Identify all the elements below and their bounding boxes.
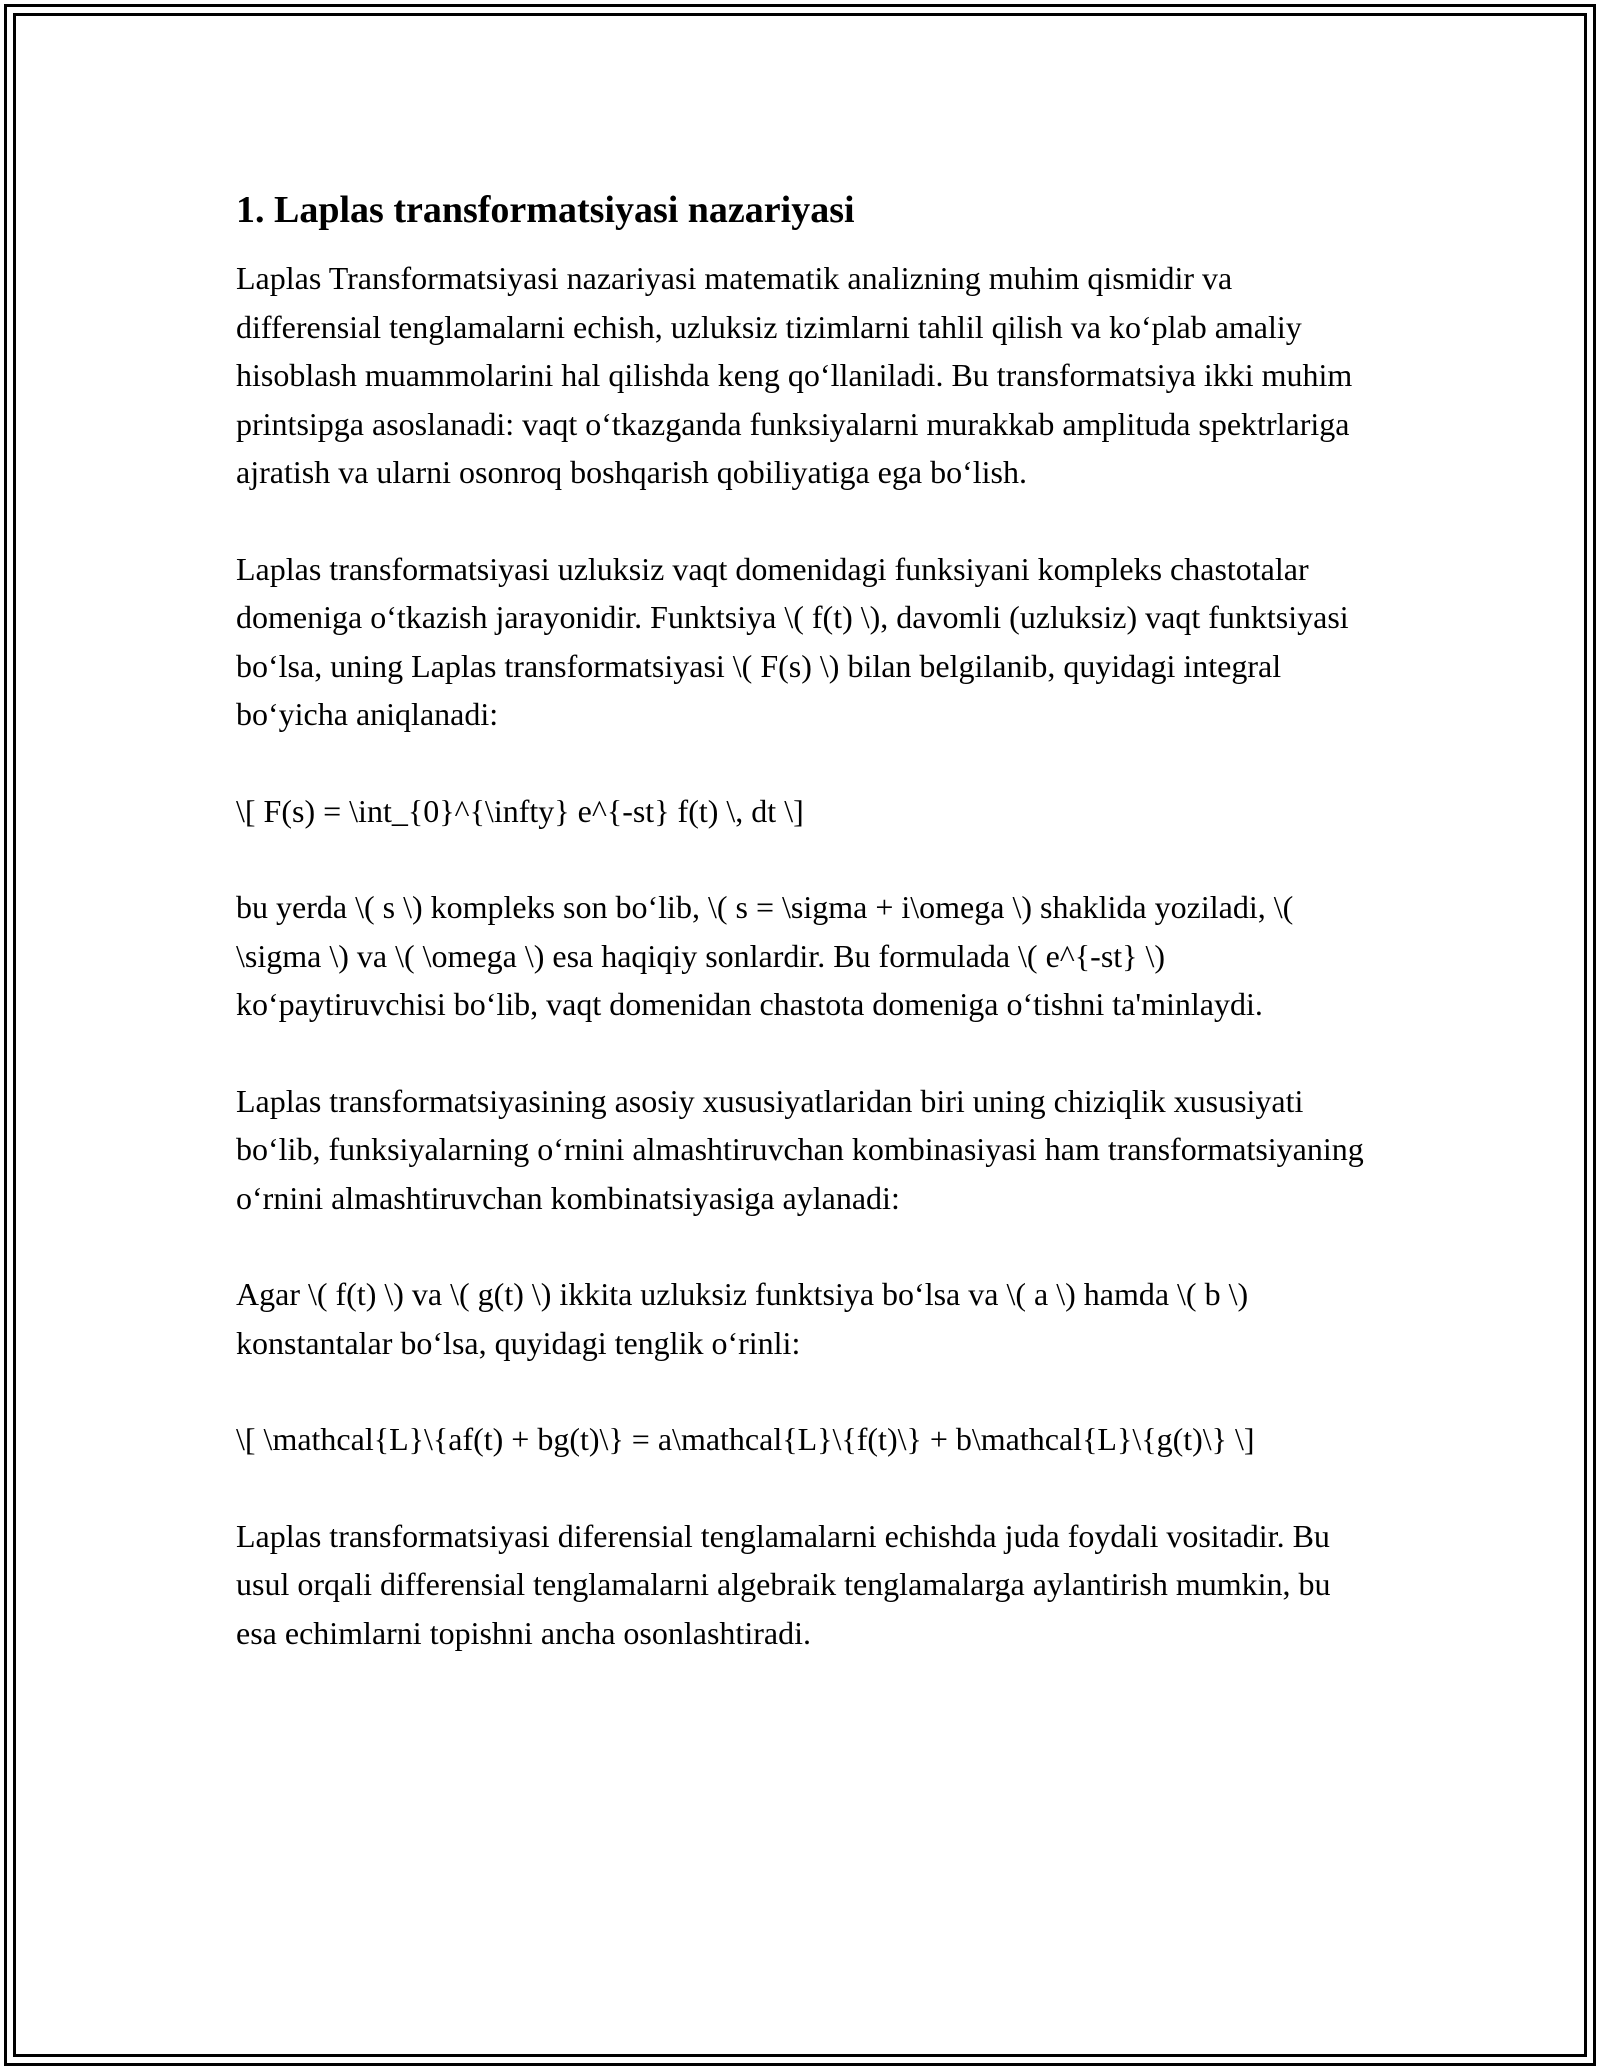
paragraph-definition: Laplas transformatsiyasi uzluksiz vaqt domenidagi funksiyani kompleks chastotalar domeniga o‘tkazish jarayonidir. Funktsiya \( f(t) \), davomli (uzluksiz) vaqt funktsiyasi bo‘lsa, uning Laplas transformatsiyasi \( F(s) \) bilan belgilanib, quyidagi integral bo‘yicha aniqlanadi: <box>236 550 1349 732</box>
paragraph-linearity: Laplas transformatsiyasining asosiy xususiyatlaridan biri uning chiziqlik xususiyati bo‘lib, funksiyalarning o‘rnini almashtiruvchan kombinasiyasi ham transformatsiyaning o‘rnini almashtiruvchan kombinatsiyasiga aylanadi: <box>236 1082 1364 1216</box>
paragraph-variables: bu yerda \( s \) kompleks son bo‘lib, \( s = \sigma + i\omega \) shaklida yoziladi, \( \sigma \) va \( \omega \) esa haqiqiy sonlardir. Bu formulada \( e^{-st} \) ko‘paytiruvchisi bo‘lib, vaqt domenidan chastota domeniga o‘tishni ta'minlaydi. <box>236 889 1294 1022</box>
formula-laplace-integral: \[ F(s) = \int_{0}^{\infty} e^{-st} f(t) \, dt \] <box>236 792 804 829</box>
paragraph-linearity-condition: Agar \( f(t) \) va \( g(t) \) ikkita uzluksiz funktsiya bo‘lsa va \( a \) hamda \( b \) konstantalar bo‘lsa, quyidagi tenglik o‘rinli: <box>236 1276 1249 1361</box>
formula-linearity: \[ \mathcal{L}\{af(t) + bg(t)\} = a\mathcal{L}\{f(t)\} + b\mathcal{L}\{g(t)\} \] <box>236 1421 1255 1457</box>
paragraph-application: Laplas transformatsiyasi diferensial tenglamalarni echishda juda foydali vositadir. Bu usul orqali differensial tenglamalarni algebraik tenglamalarga aylantirish mumkin, bu esa echimlarni topishni ancha osonlashtiradi. <box>236 1517 1331 1651</box>
paragraph-introduction: Laplas Transformatsiyasi nazariyasi matematik analizning muhim qismidir va differensial tenglamalarni echish, uzluksiz tizimlarni tahlil qilish va ko‘plab amaliy hisoblash muammolarini hal qilishda keng qo‘llaniladi. Bu transformatsiya ikki muhim printsipga asoslanadi: vaqt o‘tkazganda funksiyalarni murakkab amplituda spektrlariga ajratish va ularni osonroq boshqarish qobiliyatiga ega bo‘lish. <box>236 260 1353 490</box>
document-body <box>236 186 1366 1705</box>
section-heading: 1. Laplas transformatsiyasi nazariyasi <box>236 189 855 231</box>
